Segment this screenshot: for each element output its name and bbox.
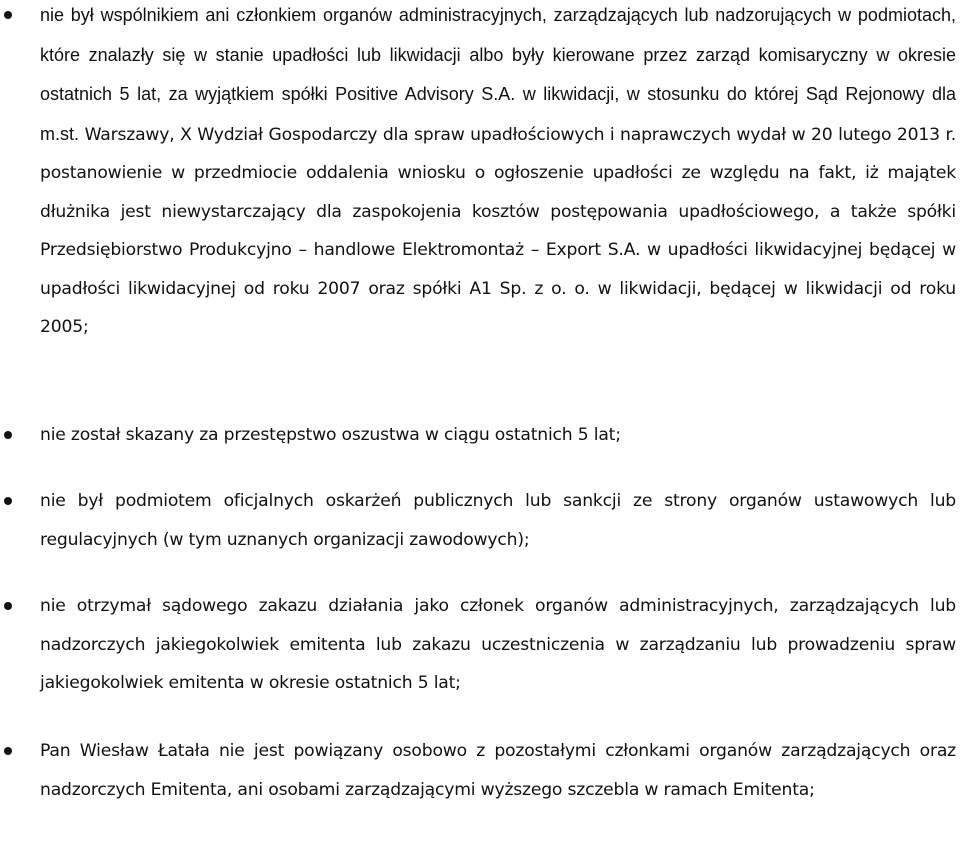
bullet-icon [4,431,12,439]
list-item-text-part-b: Warszawy, X Wydział Gospodarczy dla spraw upadłościowych i naprawczych wydał w 20 lutego 2013 r. postanowienie w przedmiocie oddalenia wniosku o ogłoszenie upadłości ze względu na fakt, iż majątek dłużnika jest niewystarczający dla zaspokojenia kosztów postępowania upadłościowego, a także spółki Przedsiębiorstwo Produkcyjno – handlowe Elektromontaż – Export S.A. w upadłości likwidacyjnej będącej w upadłości likwidacyjnej od roku 2007 oraz spółki A1 Sp. z o. o. w likwidacji, będącej w likwidacji od roku 2005; [40,124,956,337]
list-item [0,0,960,347]
list-item-text: Pan Wiesław Łatała nie jest powiązany osobowo z pozostałymi członkami organów zarządzających oraz nadzorczych Emitenta, ani osobami zarządzającymi wyższego szczebla w ramach Emitenta; [40,741,956,800]
list-item [0,482,960,559]
bullet-icon [4,497,12,505]
list-item-text-part-a: nie był wspólnikiem ani członkiem organów administracyjnych, zarządzających lub nadzorujących w podmiotach, które znalazły się w stanie upadłości lub likwidacji albo były kierowane przez zarząd komisaryczny w okresie ostatnich 5 lat, za wyjątkiem spółki Positive Advisory S.A. w likwidacji, w stosunku do której Sąd Rejonowy dla m.st. [40,5,956,144]
list-item [0,732,960,809]
list-item [0,587,960,703]
bullet-icon [4,11,12,19]
list-item-text: nie otrzymał sądowego zakazu działania jako członek organów administracyjnych, zarządzających lub nadzorczych jakiegokolwiek emitenta lub zakazu uczestniczenia w zarządzaniu lub prowadzeniu spraw jakiegokolwiek emitenta w okresie ostatnich 5 lat; [40,596,956,693]
bullet-icon [4,602,12,610]
list-item-text: nie został skazany za przestępstwo oszustwa w ciągu ostatnich 5 lat; [40,425,621,445]
list-item [0,416,960,455]
list-item-text: nie był podmiotem oficjalnych oskarżeń publicznych lub sankcji ze strony organów ustawowych lub regulacyjnych (w tym uznanych organizacji zawodowych); [40,491,956,550]
bullet-icon [4,747,12,755]
